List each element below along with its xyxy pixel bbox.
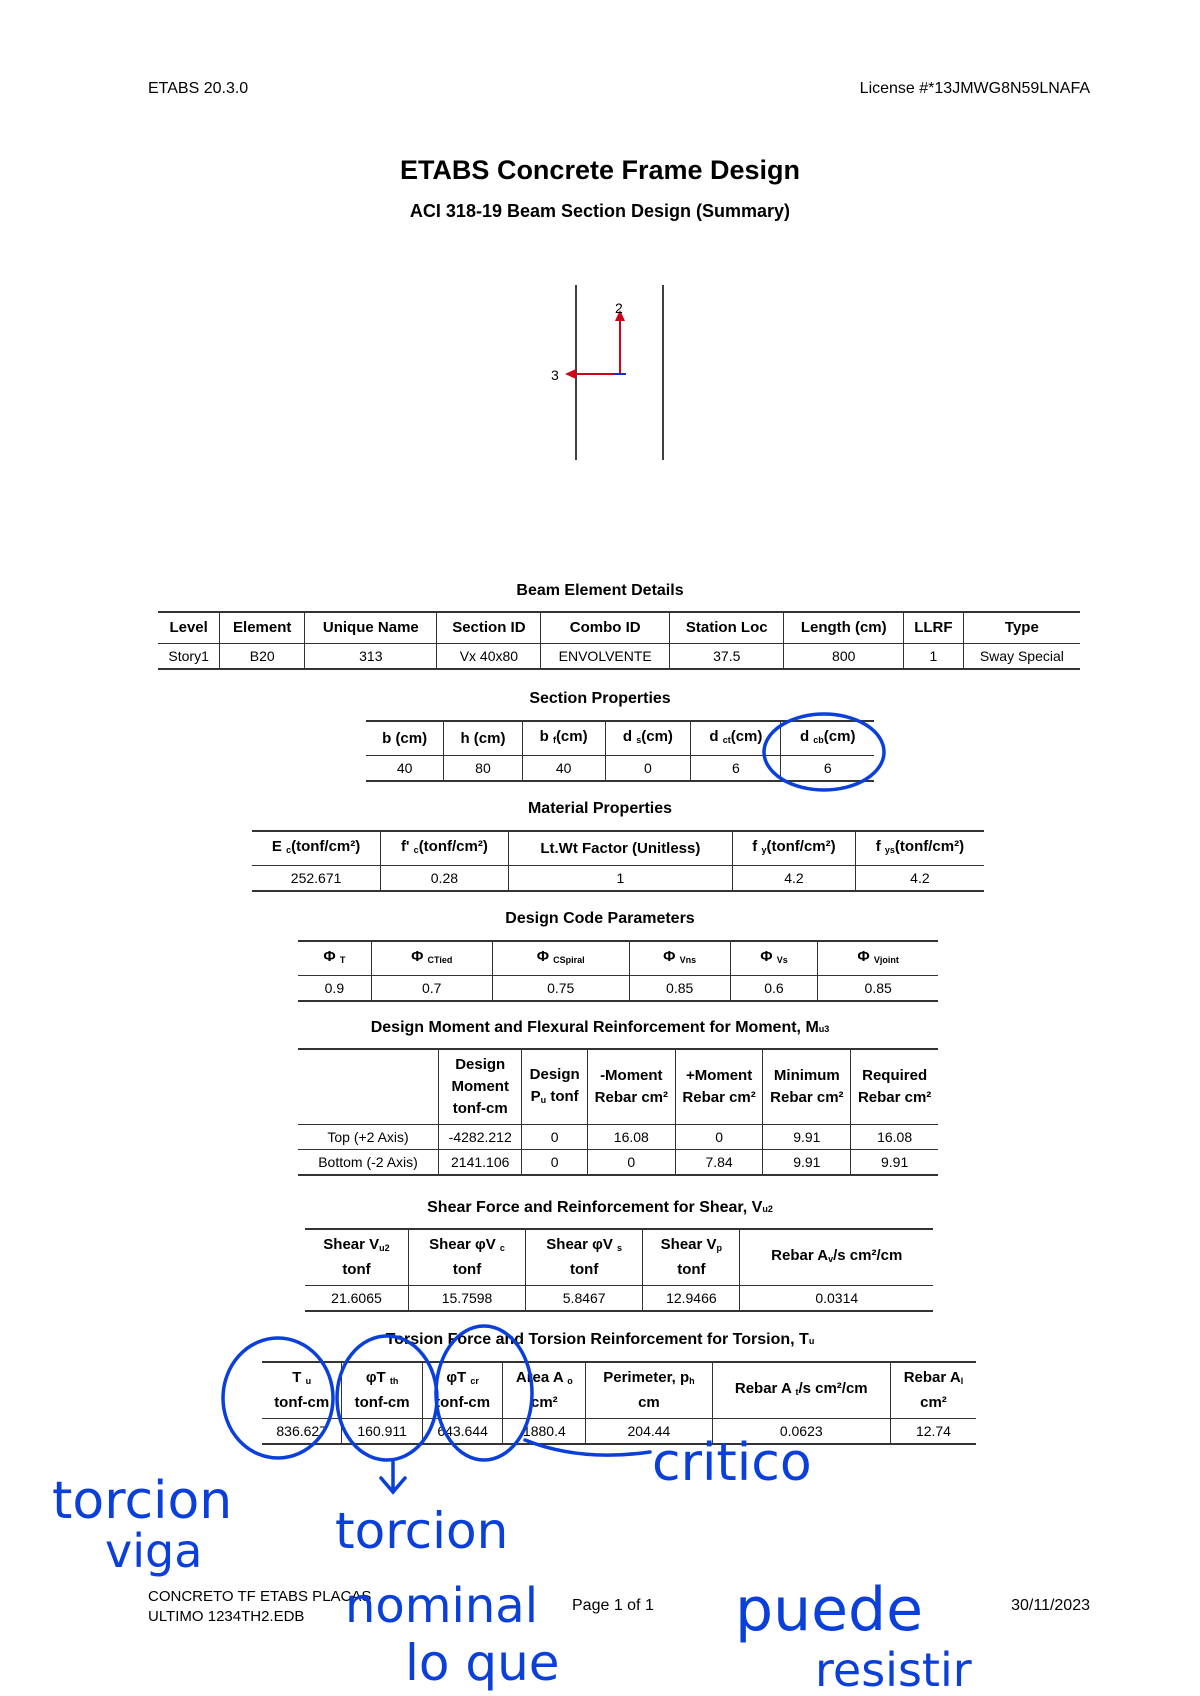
section-properties-header-row [366, 721, 874, 756]
cell-rebar-al: 12.74 [890, 1419, 976, 1445]
table-row [158, 644, 1080, 670]
vp-sub: p [716, 1243, 723, 1253]
cell-min-rebar: 9.91 [763, 1125, 851, 1150]
note-torcion: torcion [52, 1471, 233, 1531]
material-properties-title: Material Properties [527, 800, 673, 817]
col-dcb-sub: cb [813, 735, 824, 745]
tth-sub: th [389, 1376, 399, 1386]
cell-area-ao: 1880.4 [503, 1419, 586, 1445]
note-resistir: resistir [815, 1643, 972, 1696]
cell-section-id: Vx 40x80 [437, 644, 541, 670]
cell-phi-vs: 0.6 [730, 976, 818, 1002]
col-element: Element [220, 612, 305, 644]
col-bf [522, 721, 605, 756]
phivc-post: tonf [452, 1261, 482, 1278]
phi-vns-symbol: Φ [663, 948, 676, 965]
col-ds-sub: s [636, 735, 642, 745]
footer-filename [148, 1587, 371, 1627]
cell-phivc: 15.7598 [408, 1286, 525, 1312]
col-bf-pre: b [539, 728, 549, 745]
axis-3-arrowhead [565, 369, 576, 379]
table-row [298, 976, 938, 1002]
cell-phi-ctied: 0.7 [371, 976, 492, 1002]
torsion-title-text: Torsion Force and Torsion Reinforcement for Torsion, T [385, 1331, 809, 1348]
phivs-sub: s [617, 1243, 623, 1253]
col-dct-pre: d [709, 728, 719, 745]
col-ds [605, 721, 691, 756]
cell-location: Bottom (-2 Axis) [298, 1150, 439, 1176]
phivc-sub: c [499, 1243, 505, 1253]
cell-element: B20 [220, 644, 305, 670]
cell-phi-t: 0.9 [298, 976, 371, 1002]
col-ec-pre: E [271, 838, 282, 855]
col-fc-post: (tonf/cm²) [418, 838, 488, 855]
ph-sub: h [689, 1376, 695, 1386]
cell-h: 80 [444, 756, 522, 782]
col-b-label: b (cm) [382, 729, 428, 747]
page-subtitle: ACI 318-19 Beam Section Design (Summary) [409, 201, 791, 221]
ph-post: cm [638, 1394, 660, 1411]
flexural-title [0, 1019, 1200, 1037]
ph-pre: Perimeter, p [603, 1369, 690, 1386]
col-ec [252, 831, 381, 866]
flexural-header-row [298, 1049, 938, 1125]
col-perimeter [586, 1362, 712, 1419]
vu2-sub: u2 [379, 1243, 390, 1253]
axis-2-label: 2 [615, 300, 623, 316]
cell-neg-rebar: 0 [587, 1150, 675, 1176]
cell-design-pu: 0 [522, 1150, 588, 1176]
col-fy-pre: f [752, 838, 758, 855]
vu2-post: tonf [342, 1261, 371, 1278]
shear-table [305, 1228, 933, 1312]
cell-ec: 252.671 [252, 866, 381, 892]
col-design-moment: Design Moment tonf-cm [439, 1049, 522, 1125]
design-code-header-row [298, 941, 938, 976]
col-min-rebar: Minimum Rebar cm² [763, 1049, 851, 1125]
col-pos-moment-rebar: +Moment Rebar cm² [675, 1049, 763, 1125]
beam-element-table [158, 611, 1080, 670]
avs-sub: v [828, 1254, 834, 1264]
col-area-ao [503, 1362, 586, 1419]
col-rebar-al [890, 1362, 976, 1419]
col-neg-moment-rebar: -Moment Rebar cm² [587, 1049, 675, 1125]
material-properties-header-row [252, 831, 984, 866]
col-phi-cspiral [492, 941, 629, 976]
cell-location: Top (+2 Axis) [298, 1125, 439, 1150]
footer-date: 30/11/2023 [1011, 1597, 1090, 1614]
vu2-pre: Shear V [323, 1236, 380, 1253]
design-pu-sub: u [540, 1094, 547, 1105]
col-fys [855, 831, 984, 866]
phi-ctied-symbol: Φ [411, 948, 424, 965]
tu-pre: T [292, 1369, 302, 1386]
cell-phi-tcr: 643.644 [422, 1419, 503, 1445]
col-level: Level [158, 612, 220, 644]
phi-vs-sub: Vs [776, 955, 788, 965]
axis-3-label: 3 [551, 367, 559, 383]
cell-vu2: 21.6065 [305, 1286, 408, 1312]
note-viga: viga [105, 1524, 203, 1578]
cell-phi-vns: 0.85 [629, 976, 730, 1002]
section-properties-table [366, 720, 874, 782]
avs-pre: Rebar A [771, 1247, 829, 1264]
note-torcion-2: torcion [335, 1502, 509, 1560]
flexural-title-text: Design Moment and Flexural Reinforcement for Moment, M [370, 1019, 819, 1036]
col-location [298, 1049, 439, 1125]
col-fc-pre: f' [400, 838, 410, 855]
shear-title-text: Shear Force and Reinforcement for Shear, V [427, 1199, 763, 1216]
col-ec-post: (tonf/cm²) [291, 838, 361, 855]
shear-title-sub: u2 [762, 1204, 773, 1214]
col-shear-vu2 [305, 1229, 408, 1286]
torsion-title-sub: u [808, 1336, 815, 1346]
cell-fy: 4.2 [733, 866, 856, 892]
page-title: ETABS Concrete Frame Design [399, 155, 801, 185]
col-fc-sub: c [413, 845, 419, 855]
phi-t-symbol: Φ [323, 948, 336, 965]
phi-cspiral-symbol: Φ [536, 948, 549, 965]
ao-pre: Area A [515, 1369, 564, 1386]
table-row [298, 1150, 938, 1176]
cell-phi-tth: 160.911 [342, 1419, 423, 1445]
phivs-pre: Shear φV [546, 1236, 613, 1253]
col-design-pu [522, 1049, 588, 1125]
cell-phi-vjoint: 0.85 [818, 976, 938, 1002]
cell-dct: 6 [691, 756, 781, 782]
cell-ltwt: 1 [508, 866, 733, 892]
cell-type: Sway Special [963, 644, 1080, 670]
cell-fys: 4.2 [855, 866, 984, 892]
tth-pre: φT [365, 1369, 386, 1386]
cell-perimeter: 204.44 [586, 1419, 712, 1445]
ats-pre: Rebar A [734, 1380, 792, 1397]
phivs-post: tonf [570, 1261, 599, 1278]
cell-dcb: 6 [781, 756, 874, 782]
table-row [252, 866, 984, 892]
cell-vp: 12.9466 [643, 1286, 740, 1312]
cell-req-rebar: 9.91 [851, 1150, 938, 1176]
tth-post: tonf-cm [354, 1394, 410, 1411]
footer-page-number: Page 1 of 1 [572, 1597, 654, 1614]
col-unique-name: Unique Name [305, 612, 437, 644]
col-fc [381, 831, 508, 866]
col-h-label: h (cm) [460, 729, 506, 747]
al-sub: l [960, 1376, 964, 1386]
col-ds-post: (cm) [641, 728, 673, 745]
cell-phivs: 5.8467 [526, 1286, 643, 1312]
col-tu [262, 1362, 342, 1419]
tcr-post: tonf-cm [435, 1394, 491, 1411]
flexural-table [298, 1048, 938, 1176]
cell-llrf: 1 [904, 644, 964, 670]
cell-fc: 0.28 [381, 866, 508, 892]
cell-station-loc: 37.5 [670, 644, 784, 670]
beam-element-header-row [158, 612, 1080, 644]
col-req-rebar: Required Rebar cm² [857, 1067, 932, 1106]
cell-length: 800 [784, 644, 904, 670]
col-fys-post: (tonf/cm²) [894, 838, 965, 855]
col-ltwt-label: Lt.Wt Factor (Unitless) [540, 839, 701, 857]
col-llrf: LLRF [904, 612, 964, 644]
section-properties-title: Section Properties [529, 690, 671, 707]
col-ec-sub: c [286, 845, 292, 855]
phi-vs-symbol: Φ [760, 948, 773, 965]
cell-min-rebar: 9.91 [763, 1150, 851, 1176]
phi-vns-sub: Vns [679, 955, 697, 965]
tcr-sub: cr [470, 1376, 479, 1386]
col-ds-pre: d [622, 728, 633, 745]
col-phi-vns [629, 941, 730, 976]
col-length: Length (cm) [784, 612, 904, 644]
phivc-pre: Shear φV [429, 1236, 496, 1253]
col-phi-tcr [422, 1362, 503, 1419]
col-rebar-ats [712, 1362, 890, 1419]
table-row [262, 1419, 976, 1445]
design-code-table [298, 940, 938, 1002]
cell-avs: 0.0314 [740, 1286, 933, 1312]
col-h [444, 721, 522, 756]
col-dcb-pre: d [799, 728, 810, 745]
design-code-title: Design Code Parameters [505, 910, 695, 927]
cell-combo-id: ENVOLVENTE [541, 644, 670, 670]
shear-title [0, 1199, 1200, 1217]
arrow-down-to-note [381, 1462, 405, 1492]
cell-unique-name: 313 [305, 644, 437, 670]
col-phi-vjoint [818, 941, 938, 976]
col-shear-phivs [526, 1229, 643, 1286]
cell-pos-rebar: 0 [675, 1125, 763, 1150]
note-critico: critico [652, 1433, 812, 1493]
phi-vjoint-symbol: Φ [857, 948, 870, 965]
phi-ctied-sub: CTied [427, 955, 453, 965]
design-pu-pre: Design P [529, 1065, 580, 1105]
col-b [366, 721, 444, 756]
col-type: Type [1004, 619, 1039, 636]
col-bf-sub: f [552, 735, 556, 745]
col-bf-post: (cm) [555, 728, 588, 745]
ao-sub: o [567, 1376, 573, 1386]
col-station-loc: Station Loc [670, 612, 784, 644]
footer-filename-line2: ULTIMO 1234TH2.EDB [148, 1608, 305, 1625]
al-post: cm² [920, 1394, 947, 1411]
col-shear-phivc [408, 1229, 525, 1286]
cell-ds: 0 [605, 756, 691, 782]
tu-post: tonf-cm [274, 1394, 330, 1411]
header-software-version: ETABS 20.3.0 [148, 80, 249, 97]
col-rebar-avs [740, 1229, 933, 1286]
table-row [298, 1125, 938, 1150]
cell-design-moment: -4282.212 [439, 1125, 522, 1150]
al-pre: Rebar A [903, 1369, 961, 1386]
cell-tu: 836.627 [262, 1419, 342, 1445]
col-dct [691, 721, 781, 756]
col-fy-sub: y [761, 845, 767, 855]
col-dct-sub: ct [722, 735, 731, 745]
col-fy-post: (tonf/cm²) [766, 838, 836, 855]
tu-sub: u [305, 1376, 312, 1386]
avs-post: /s cm²/cm [833, 1247, 903, 1264]
table-row [366, 756, 874, 782]
cell-design-pu: 0 [522, 1125, 588, 1150]
cell-bf: 40 [522, 756, 605, 782]
torsion-title [0, 1331, 1200, 1349]
col-phi-t [298, 941, 371, 976]
material-properties-table [252, 830, 984, 892]
col-shear-vp [643, 1229, 740, 1286]
footer-filename-line1: CONCRETO TF ETABS PLACAS [148, 1588, 372, 1605]
cell-pos-rebar: 7.84 [675, 1150, 763, 1176]
phi-t-sub: T [339, 955, 346, 965]
col-dcb [781, 721, 874, 756]
cell-rebar-ats: 0.0623 [712, 1419, 890, 1445]
section-axis-diagram [540, 285, 680, 465]
cell-neg-rebar: 16.08 [587, 1125, 675, 1150]
cell-b: 40 [366, 756, 444, 782]
torsion-table [262, 1361, 976, 1445]
table-row [305, 1286, 933, 1312]
col-section-id: Section ID [437, 612, 541, 644]
phi-vjoint-sub: Vjoint [873, 955, 899, 965]
col-fys-pre: f [875, 838, 881, 855]
cell-design-moment: 2141.106 [439, 1150, 522, 1176]
beam-element-title: Beam Element Details [516, 582, 684, 599]
cell-level: Story1 [158, 644, 220, 670]
col-fys-sub: ys [884, 845, 895, 855]
col-phi-vs [730, 941, 818, 976]
tcr-pre: φT [446, 1369, 467, 1386]
vp-pre: Shear V [660, 1236, 717, 1253]
header-license: License #*13JMWG8N59LNAFA [859, 80, 1090, 97]
col-combo-id: Combo ID [541, 612, 670, 644]
design-pu-post: tonf [546, 1087, 579, 1105]
col-phi-tth [342, 1362, 423, 1419]
vp-post: tonf [677, 1261, 706, 1278]
col-ltwt-factor [508, 831, 733, 866]
ats-sub: t [795, 1387, 799, 1397]
col-dct-post: (cm) [730, 728, 763, 745]
ao-post: cm² [530, 1394, 558, 1411]
note-nominal: nominal [345, 1578, 539, 1634]
flexural-title-sub: u3 [818, 1024, 830, 1034]
note-puede: puede [735, 1575, 924, 1645]
note-lo-que: lo que [405, 1634, 560, 1692]
ats-post: /s cm²/cm [798, 1380, 868, 1397]
torsion-header-row [262, 1362, 976, 1419]
shear-header-row [305, 1229, 933, 1286]
col-phi-ctied [371, 941, 492, 976]
col-fy [733, 831, 856, 866]
phi-cspiral-sub: CSpiral [553, 955, 585, 965]
cell-req-rebar: 16.08 [851, 1125, 938, 1150]
col-dcb-post: (cm) [823, 728, 856, 745]
cell-phi-cspiral: 0.75 [492, 976, 629, 1002]
